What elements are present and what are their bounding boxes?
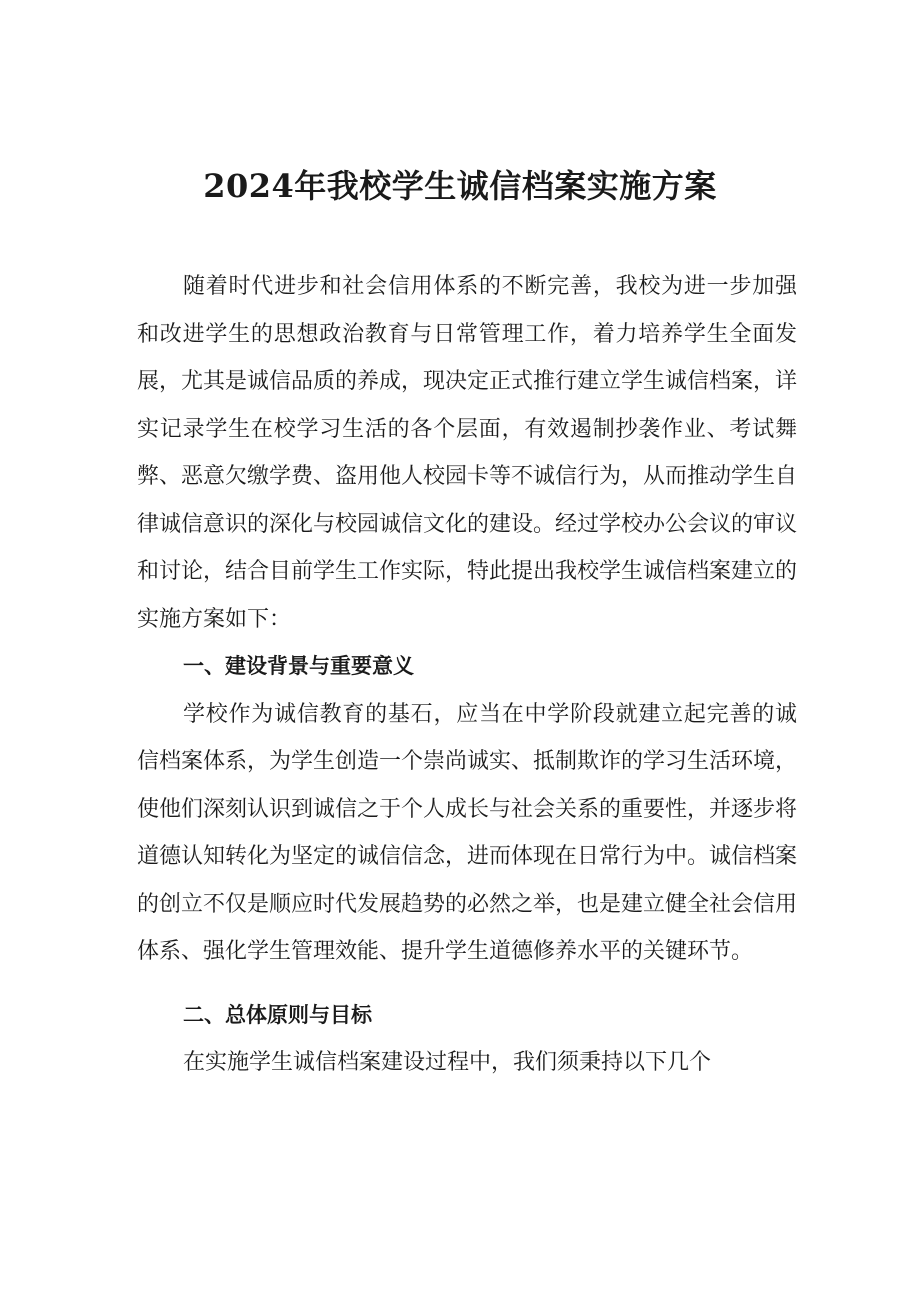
section-2-heading: 二、总体原则与目标 bbox=[183, 1002, 372, 1027]
section-1-paragraph: 学校作为诚信教育的基石，应当在中学阶段就建立起完善的诚信档案体系，为学生创造一个崇尚诚实、抵制欺诈的学习生活环境，使他们深刻认识到诚信之于个人成长与社会关系的重要性，并逐步将道德认知转化为坚定的诚信信念，进而体现在日常行为中。诚信档案的创立不仅是顺应时代发展趋势的必然之举，也是建立健全社会信用体系、强化学生管理效能、提升学生道德修养水平的关键环节。 bbox=[137, 701, 798, 964]
document-body bbox=[137, 263, 797, 1087]
section-2-paragraph: 在实施学生诚信档案建设过程中，我们须秉持以下几个 bbox=[183, 1050, 712, 1075]
document-title: 2024年我校学生诚信档案实施方案 bbox=[203, 167, 717, 205]
intro-paragraph: 随着时代进步和社会信用体系的不断完善，我校为进一步加强和改进学生的思想政治教育与日常管理工作，着力培养学生全面发展，尤其是诚信品质的养成，现决定正式推行建立学生诚信档案，详实记录学生在校学习生活的各个层面，有效遏制抄袭作业、考试舞弊、恶意欠缴学费、盗用他人校园卡等不诚信行为，从而推动学生自律诚信意识的深化与校园诚信文化的建设。经过学校办公会议的审议和讨论，结合目前学生工作实际，特此提出我校学生诚信档案建立的实施方案如下： bbox=[137, 274, 798, 632]
section-spacer bbox=[137, 976, 797, 992]
section-1-heading: 一、建设背景与重要意义 bbox=[183, 654, 414, 678]
